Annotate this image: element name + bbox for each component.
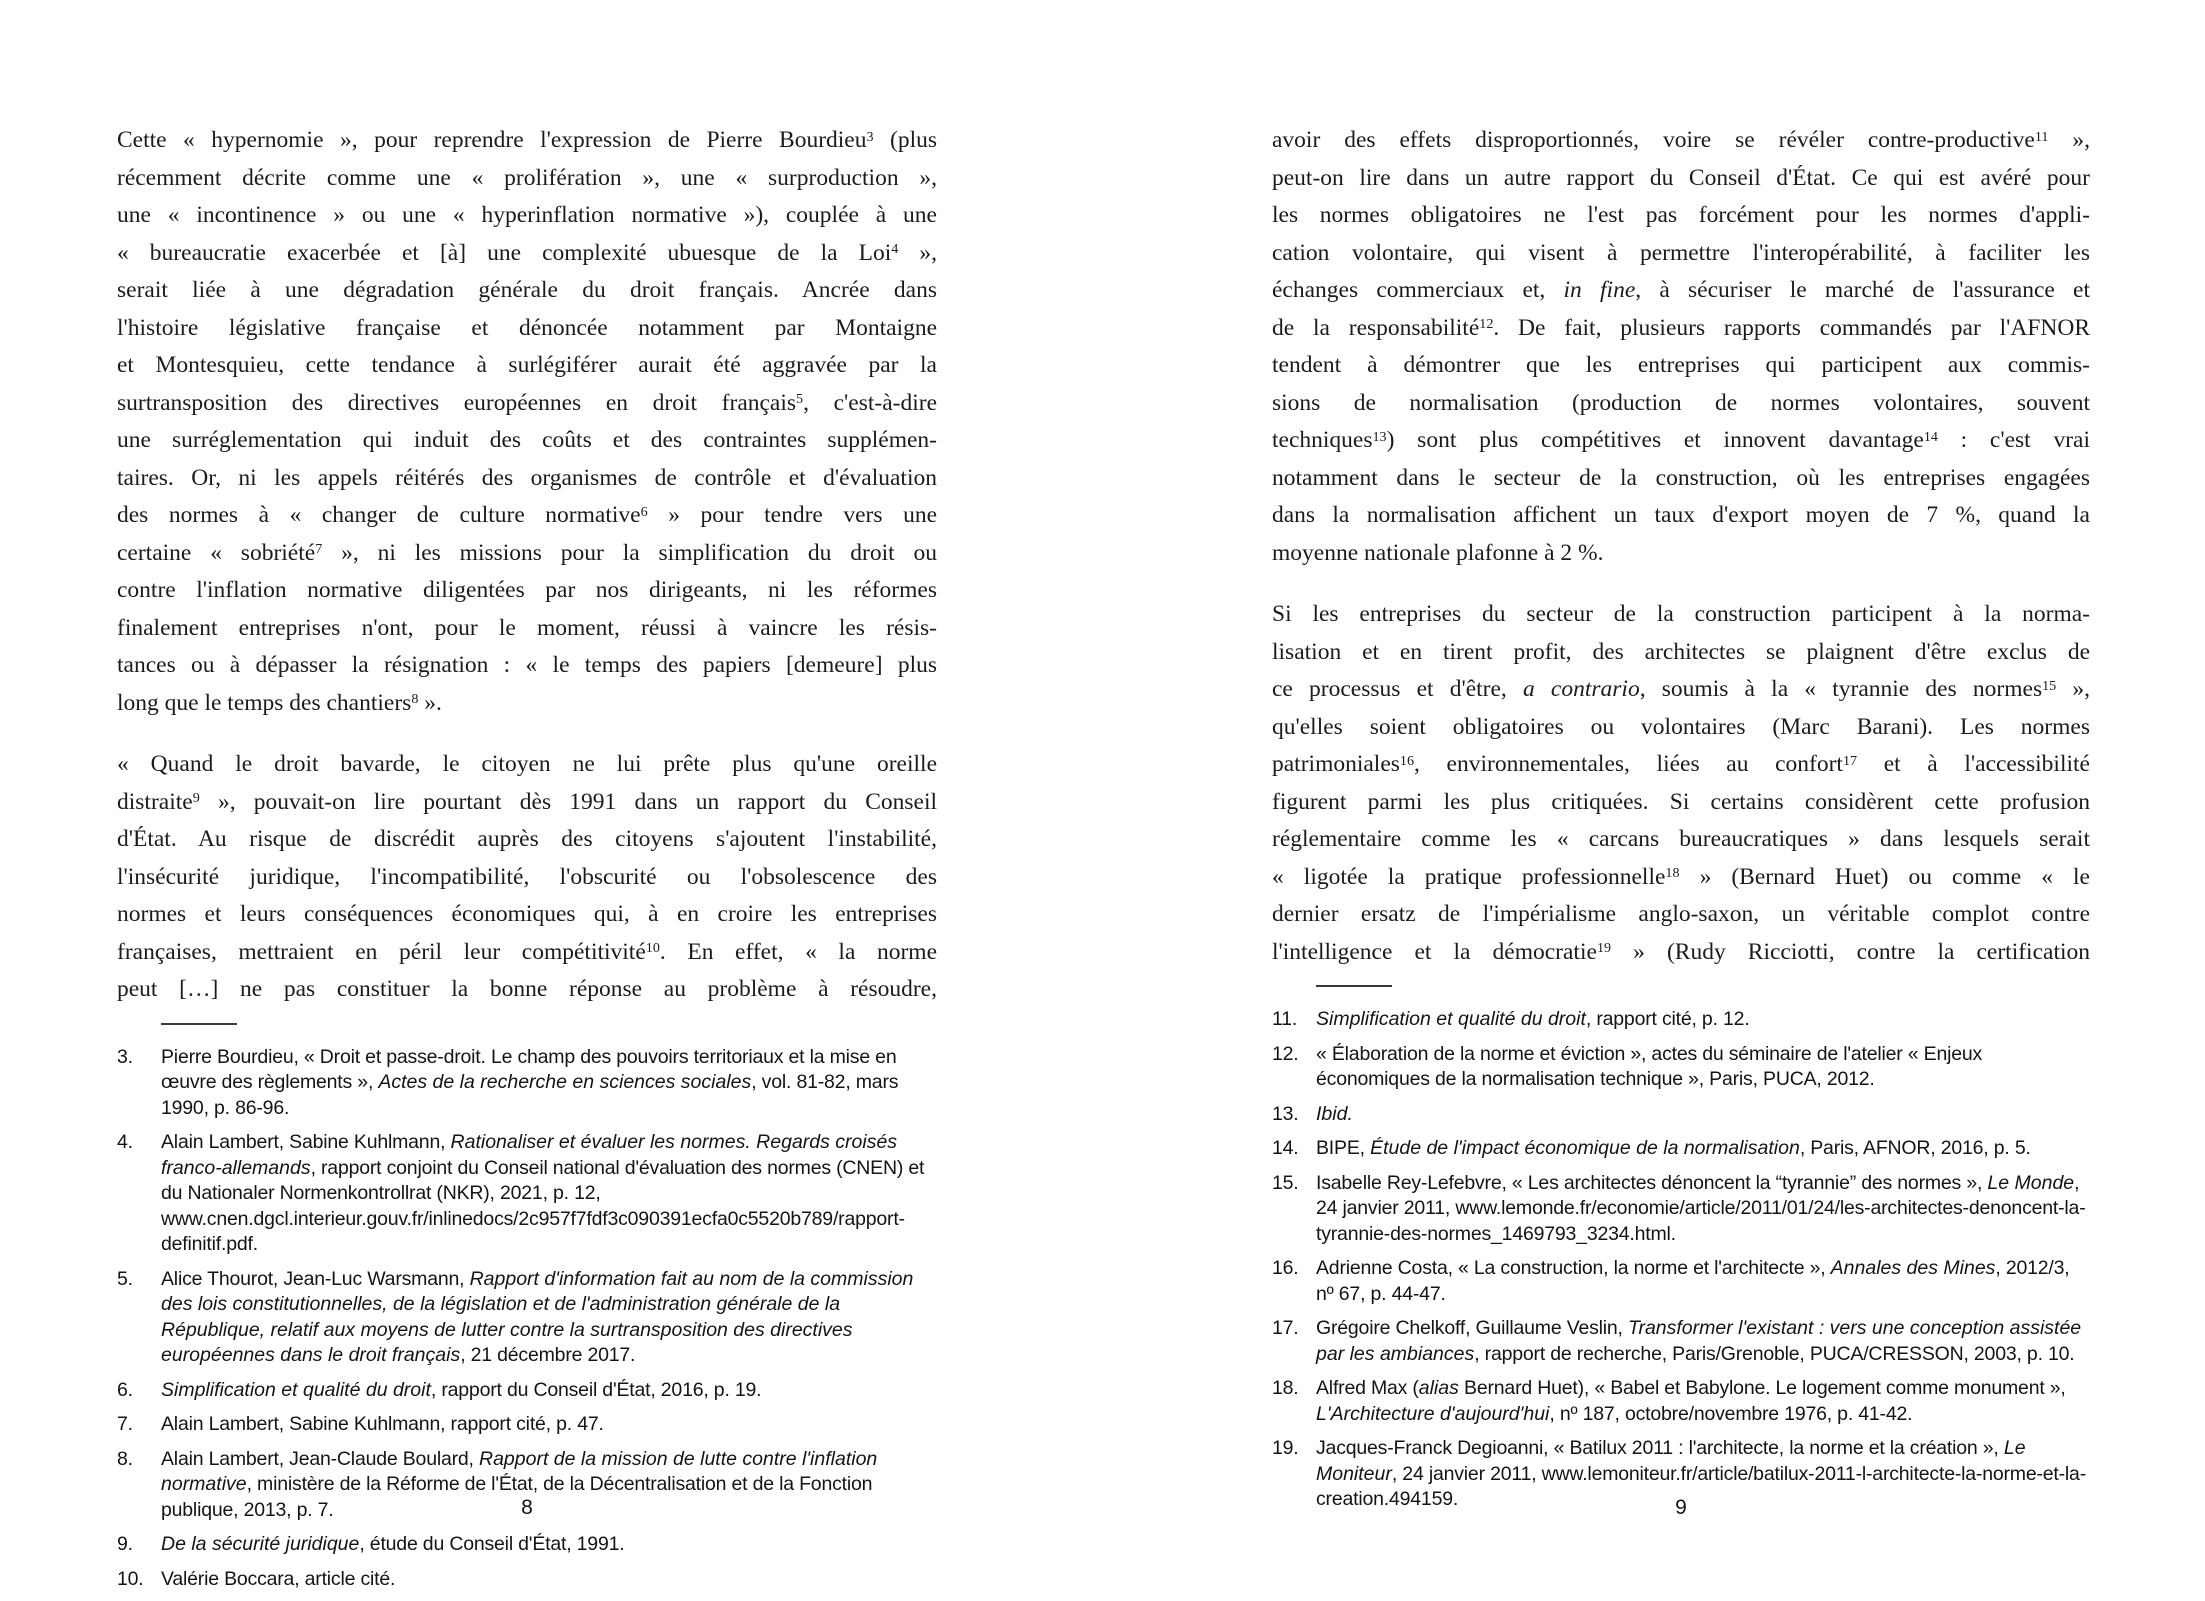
body-line: « Quand le droit bavarde, le citoyen ne lui prête plus qu'une oreille bbox=[117, 751, 937, 777]
footnote-divider bbox=[161, 1023, 237, 1025]
body-line: de la responsabilité$^{12}$. De fait, plusieurs rapports commandés par l'AFNOR bbox=[1272, 314, 2090, 341]
body-line: et Montesquieu, cette tendance à surlégiférer aurait été aggravée par la bbox=[117, 352, 937, 378]
footnote-number: 4. bbox=[117, 1131, 133, 1153]
footnote-text: Alain Lambert, Sabine Kuhlmann, rapport cité, p. 47. bbox=[161, 1413, 604, 1435]
footnote-text: « Élaboration de la norme et éviction », actes du séminaire de l'atelier « Enjeux économiques de la normalisation technique », Paris, PUCA, 2012. bbox=[1316, 1042, 1983, 1090]
body-line: ce processus et d'être, a contrario, soumis à la « tyrannie des normes$^{15}$ », bbox=[1272, 676, 2091, 702]
footnote bbox=[117, 1412, 937, 1438]
body-line: avoir des effets disproportionnés, voire se révéler contre-productive$^{11}$ », bbox=[1272, 127, 2091, 153]
right-body-text bbox=[1272, 122, 2090, 971]
page-number-right: 9 bbox=[1675, 1496, 1687, 1519]
body-line: long que le temps des chantiers$^8$ ». bbox=[117, 689, 442, 716]
body-line: Cette « hypernomie », pour reprendre l'expression de Pierre Bourdieu$^3$ (plus bbox=[117, 127, 938, 153]
footnote-number: 9. bbox=[117, 1533, 133, 1555]
footnote-number: 10. bbox=[117, 1567, 144, 1590]
footnote bbox=[1272, 1007, 2090, 1033]
body-line: moyenne nationale plafonne à 2 %. bbox=[1272, 539, 1604, 566]
body-line: « bureaucratie exacerbée et [à] une complexité ubuesque de la Loi$^4$ », bbox=[117, 239, 937, 266]
footnote bbox=[117, 1532, 937, 1558]
body-line: peut […] ne pas constituer la bonne réponse au problème à résoudre, bbox=[117, 976, 937, 1002]
footnote-number: 12. bbox=[1272, 1042, 1299, 1065]
body-line: finalement entreprises n'ont, pour le moment, réussi à vaincre les résis- bbox=[117, 614, 937, 641]
body-line: dans la normalisation affichent un taux d'export moyen de 7 %, quand la bbox=[1272, 502, 2090, 528]
footnote bbox=[117, 1567, 937, 1593]
footnote-text: Alice Thourot, Jean-Luc Warsmann, Rapport d'information fait au nom de la commission des lois constitutionnelles, de la législation et de l'administration générale de la République, relatif aux moyens de lutter contre la surtransposition des directives européennes dans le droit français, 21 décembre 2017. bbox=[161, 1267, 914, 1366]
page-right bbox=[1272, 122, 2090, 1522]
body-line: récemment décrite comme une « prolifération », une « surproduction », bbox=[117, 164, 937, 191]
footnote-text: Grégoire Chelkoff, Guillaume Veslin, Transformer l'existant : vers une conception assistée par les ambiances, rapport de recherche, Paris/Grenoble, PUCA/CRESSON, 2003, p. 10. bbox=[1316, 1317, 2082, 1365]
footnote-text: Simplification et qualité du droit, rapport du Conseil d'État, 2016, p. 19. bbox=[161, 1378, 762, 1401]
footnote-text: Ibid. bbox=[1316, 1102, 1353, 1125]
footnote-text: Adrienne Costa, « La construction, la norme et l'architecte », Annales des Mines, 2012/3, nº 67, p. 44-47. bbox=[1316, 1257, 2070, 1305]
footnote-text: De la sécurité juridique, étude du Conseil d'État, 1991. bbox=[161, 1533, 625, 1555]
body-line: cation volontaire, qui visent à permettre l'interopérabilité, à faciliter les bbox=[1272, 239, 2090, 266]
footnote-number: 11. bbox=[1272, 1008, 1298, 1030]
body-line: peut-on lire dans un autre rapport du Conseil d'État. Ce qui est avéré pour bbox=[1272, 164, 2090, 191]
footnote-text: Isabelle Rey-Lefebvre, « Les architectes dénoncent la “tyrannie” des normes », Le Monde, 24 janvier 2011, www.lemonde.fr/economie/article/2011/01/24/les-architectes-denoncent-la-tyrannie-des-normes_1469793_3234.html. bbox=[1316, 1171, 2086, 1245]
body-line: l'histoire législative française et dénoncée notamment par Montaigne bbox=[117, 314, 937, 341]
body-line: tendent à démontrer que les entreprises qui participent aux commis- bbox=[1272, 352, 2090, 378]
paragraph bbox=[1272, 596, 2090, 971]
footnote bbox=[1272, 1136, 2090, 1162]
right-footnotes-list bbox=[1272, 1007, 2090, 1513]
body-line: l'intelligence et la démocratie$^{19}$ » (Rudy Ricciotti, contre la certification bbox=[1272, 938, 2091, 965]
footnote-number: 14. bbox=[1272, 1137, 1299, 1159]
footnote-text: Alain Lambert, Sabine Kuhlmann, Rationaliser et évaluer les normes. Regards croisés franco-allemands, rapport conjoint du Conseil national d'évaluation des normes (CNEN) et du Nationaler Normenkontrollrat (NKR), 2021, p. 12, www.cnen.dgcl.interieur.gouv.fr/inlinedocs/2c957f7fdf3c090391ecfa0c5520b789/rapport-definitif.pdf. bbox=[161, 1131, 925, 1255]
body-line: les normes obligatoires ne l'est pas forcément pour les normes d'appli- bbox=[1272, 202, 2090, 228]
body-line: « ligotée la pratique professionnelle$^{18}$ » (Bernard Huet) ou comme « le bbox=[1272, 863, 2090, 890]
footnote-text: Simplification et qualité du droit, rapport cité, p. 12. bbox=[1316, 1008, 1750, 1030]
footnote-text: Valérie Boccara, article cité. bbox=[161, 1567, 396, 1590]
footnote-number: 15. bbox=[1272, 1171, 1299, 1194]
footnote bbox=[117, 1378, 937, 1404]
body-line: tances ou à dépasser la résignation : « le temps des papiers [demeure] plus bbox=[117, 652, 937, 678]
body-line: sions de normalisation (production de normes volontaires, souvent bbox=[1272, 389, 2090, 416]
body-line: notamment dans le secteur de la construction, où les entreprises engagées bbox=[1272, 464, 2090, 491]
footnote bbox=[1272, 1256, 2090, 1307]
body-line: qu'elles soient obligatoires ou volontaires (Marc Barani). Les normes bbox=[1272, 713, 2090, 740]
footnote-text: Pierre Bourdieu, « Droit et passe-droit. Le champ des pouvoirs territoriaux et la mise en œuvre des règlements », Actes de la recherche en sciences sociales, vol. 81-82, mars 1990, p. 86-96. bbox=[161, 1045, 899, 1119]
footnote-text: Alfred Max (alias Bernard Huet), « Babel et Babylone. Le logement comme monument », L'Architecture d'aujourd'hui, nº 187, octobre/novembre 1976, p. 41-42. bbox=[1316, 1377, 2066, 1425]
body-line: normes et leurs conséquences économiques qui, à en croire les entreprises bbox=[117, 901, 937, 927]
body-line: l'insécurité juridique, l'incompatibilité, l'obscurité ou l'obsolescence des bbox=[117, 863, 937, 890]
page-number-left: 8 bbox=[521, 1496, 533, 1519]
body-line: contre l'inflation normative diligentées par nos dirigeants, ni les réformes bbox=[117, 577, 937, 603]
footnote bbox=[1272, 1316, 2090, 1367]
footnote-number: 5. bbox=[117, 1267, 133, 1290]
body-line: figurent parmi les plus critiquées. Si certains considèrent cette profusion bbox=[1272, 788, 2090, 815]
footnote bbox=[1272, 1171, 2090, 1248]
footnote-number: 8. bbox=[117, 1447, 133, 1470]
footnote-number: 16. bbox=[1272, 1257, 1299, 1279]
page-left bbox=[117, 122, 937, 1601]
left-body-text bbox=[117, 122, 937, 1009]
footnote bbox=[1272, 1376, 2090, 1427]
paragraph bbox=[117, 122, 937, 722]
body-line: une « incontinence » ou une « hyperinflation normative »), couplée à une bbox=[117, 202, 937, 228]
footnote-number: 18. bbox=[1272, 1377, 1299, 1399]
body-line: d'État. Au risque de discrédit auprès des citoyens s'ajoutent l'instabilité, bbox=[117, 826, 937, 852]
body-line: techniques$^{13}$) sont plus compétitives et innovent davantage$^{14}$ : c'est vrai bbox=[1272, 427, 2090, 453]
footnote bbox=[117, 1267, 937, 1369]
footnote-text: Alain Lambert, Jean-Claude Boulard, Rapport de la mission de lutte contre l'inflation normative, ministère de la Réforme de l'État, de la Décentralisation et de la Fonction publique, 2013, p. 7. bbox=[161, 1447, 878, 1521]
body-line: patrimoniales$^{16}$, environnementales, liées au confort$^{17}$ et à l'accessibilité bbox=[1272, 751, 2090, 777]
footnote-number: 7. bbox=[117, 1413, 133, 1435]
footnote-number: 19. bbox=[1272, 1437, 1299, 1459]
body-line: des normes à « changer de culture normative$^6$ » pour tendre vers une bbox=[117, 502, 937, 528]
footnote-number: 13. bbox=[1272, 1102, 1299, 1125]
footnote-text: BIPE, Étude de l'impact économique de la normalisation, Paris, AFNOR, 2016, p. 5. bbox=[1316, 1137, 2031, 1159]
body-line: taires. Or, ni les appels réitérés des organismes de contrôle et d'évaluation bbox=[117, 464, 937, 491]
footnote-number: 3. bbox=[117, 1045, 133, 1068]
footnote bbox=[1272, 1102, 2090, 1128]
footnote bbox=[1272, 1042, 2090, 1093]
footnote bbox=[117, 1045, 937, 1122]
footnote-divider bbox=[1316, 985, 1392, 987]
paragraph bbox=[117, 746, 937, 1009]
footnote-text: Jacques-Franck Degioanni, « Batilux 2011 : l'architecte, la norme et la création », Le Moniteur, 24 janvier 2011, www.lemoniteur.fr/article/batilux-2011-l-architecte-la-norme-et-la-creation.494159. bbox=[1316, 1437, 2086, 1510]
body-line: serait liée à une dégradation générale du droit français. Ancrée dans bbox=[117, 277, 937, 303]
body-line: Si les entreprises du secteur de la construction participent à la norma- bbox=[1272, 601, 2090, 627]
body-line: surtransposition des directives européennes en droit français$^5$, c'est-à-dire bbox=[117, 389, 937, 416]
paragraph bbox=[1272, 122, 2090, 572]
footnote-number: 6. bbox=[117, 1378, 133, 1401]
body-line: lisation et en tirent profit, des architectes se plaignent d'être exclus de bbox=[1272, 638, 2090, 665]
body-line: certaine « sobriété$^7$ », ni les missions pour la simplification du droit ou bbox=[117, 539, 937, 566]
body-line: échanges commerciaux et, in fine, à sécuriser le marché de l'assurance et bbox=[1272, 277, 2090, 303]
body-line: distraite$^9$ », pouvait-on lire pourtant dès 1991 dans un rapport du Conseil bbox=[117, 788, 937, 815]
footnote-number: 17. bbox=[1272, 1317, 1299, 1339]
footnote bbox=[117, 1130, 937, 1258]
body-line: une surréglementation qui induit des coûts et des contraintes supplémen- bbox=[117, 427, 937, 453]
body-line: françaises, mettraient en péril leur compétitivité$^{10}$. En effet, « la norme bbox=[117, 938, 938, 965]
body-line: réglementaire comme les « carcans bureaucratiques » dans lesquels serait bbox=[1272, 826, 2090, 852]
body-line: dernier ersatz de l'impérialisme anglo-saxon, un véritable complot contre bbox=[1272, 901, 2090, 927]
